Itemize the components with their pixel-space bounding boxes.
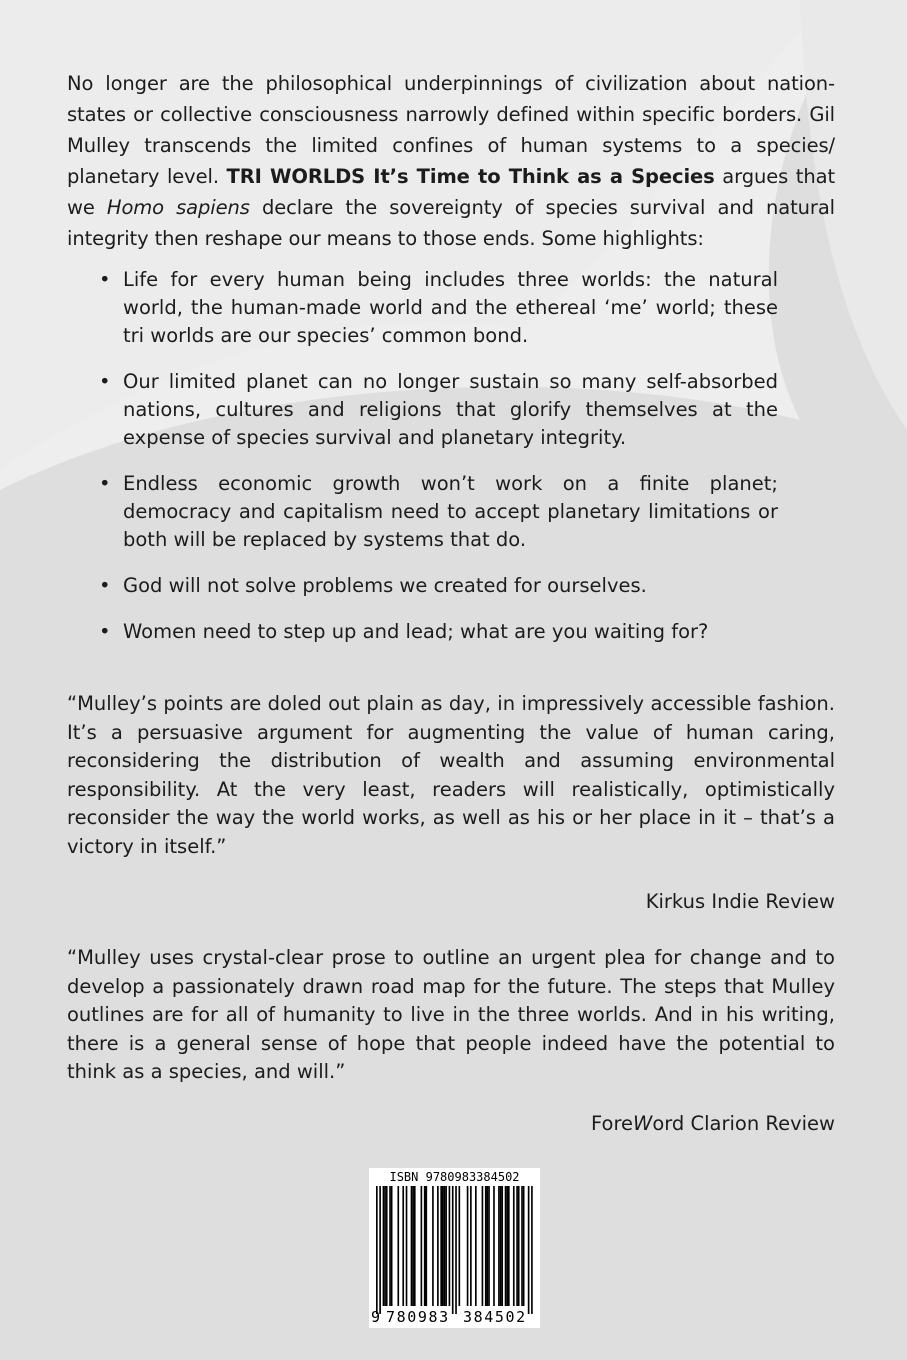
barcode-bar [449,1186,451,1306]
barcode-bar [397,1186,399,1306]
review-source-foreword: ForeWord Clarion Review [591,1112,835,1135]
bullet-icon: • [99,370,111,393]
review-quote-kirkus: “Mulley’s points are doled out plain as day, in impressively accessible fashion. It’s a persuasive argument for augmenting the value of human caring, reconsidering the distribution of wealth and assuming environmental responsibility. At the very least, readers will realistically, optimistically reconsider the way the world works, as well as his or her place in it – that’s a victory in itself.” [67,692,835,858]
barcode-bar [432,1186,434,1306]
barcode-bar [531,1186,533,1314]
barcode-digit-first: 9 [371,1308,381,1326]
intro-text-2: argues that we [67,165,835,219]
barcode-bar [523,1186,525,1306]
bullet-icon: • [99,620,111,643]
barcode-bar [475,1186,477,1306]
book-title: TRI WORLDS It’s Time to Think as a Species [226,165,715,188]
barcode-bar [506,1186,508,1306]
barcode-bar [414,1186,416,1306]
barcode-bar [528,1186,530,1314]
barcode-bar [391,1186,393,1306]
barcode-bar [513,1186,515,1306]
barcode-bar [501,1186,503,1306]
intro-text-1: No longer are the philosophical underpinnings of civilization about nation-states or collective consciousness narrowly defined within specific borders. Gil Mulley transcends the limited confines of human systems to a species/ planetary level. [67,72,835,188]
highlight-item: • Endless economic growth won’t work on a finite planet; democracy and capitalism need to accept planetary limitations or both will be replaced by systems that do. [99,472,778,551]
bullet-icon: • [99,472,111,495]
barcode-bar [412,1186,414,1306]
barcode-bar [442,1186,444,1306]
isbn-barcode [369,1168,540,1328]
barcode-bar [437,1186,439,1306]
bullet-icon: • [99,574,111,597]
barcode-bar [386,1186,388,1306]
species-name: Homo sapiens [106,196,250,219]
barcode-bars [369,1186,540,1314]
barcode-bar [459,1186,461,1306]
barcode-bar [440,1186,442,1306]
barcode-bar [521,1186,523,1306]
barcode-bar [426,1186,428,1306]
barcode-bar [518,1186,520,1306]
barcode-bar [444,1186,446,1306]
review-source-kirkus: Kirkus Indie Review [645,890,835,913]
barcode-bar [455,1186,457,1314]
barcode-bar [482,1186,484,1306]
barcode-digits-right: 384502 [463,1308,527,1326]
barcode-bar [421,1186,423,1306]
isbn-label: ISBN 9780983384502 [389,1170,520,1184]
barcode-bar [470,1186,472,1306]
highlight-item: • Our limited planet can no longer sustain so many self-absorbed nations, cultures and religions that glorify themselves at the expense of species survival and planetary integrity. [99,370,778,449]
barcode-bar [488,1186,490,1306]
barcode-bar [376,1186,378,1314]
barcode-bar [505,1186,507,1306]
intro-text-3: declare the sovereignty of species survival and natural integrity then reshape our means to those ends. Some highlights: [67,196,835,250]
highlights-list [98,266,778,664]
barcode-digits-left: 780983 [386,1308,450,1326]
bullet-icon: • [99,268,111,291]
barcode-bar [516,1186,518,1306]
highlight-item: • Women need to step up and lead; what are you waiting for? [98,618,778,646]
barcode-bar [467,1186,469,1306]
highlight-item: • God will not solve problems we created for ourselves. [98,572,778,600]
barcode-bar [485,1186,487,1306]
barcode-bar [411,1186,413,1306]
barcode-bar [493,1186,495,1306]
barcode-bar [424,1186,426,1306]
barcode-bar [389,1186,391,1306]
barcode-bar [500,1186,502,1306]
highlight-item: • Life for every human being includes three worlds: the natural world, the human-made world and the ethereal ‘me’ world; these tri worlds are our species’ common bond. [99,268,778,347]
barcode-bar [384,1186,386,1306]
barcode-bar [487,1186,489,1306]
barcode-bar [379,1186,381,1314]
barcode-bar [402,1186,404,1306]
barcode-bar [445,1186,447,1306]
barcode-bar [406,1186,408,1306]
barcode-bar [383,1186,385,1306]
review-quote-foreword: “Mulley uses crystal-clear prose to outline an urgent plea for change and to develop a passionately drawn road map for the future. The steps that Mulley outlines are for all of humanity to live in the three worlds. And in his writing, there is a general sense of hope that people indeed have the potential to think as a species, and will.” [67,946,835,1083]
intro-paragraph [67,68,835,254]
barcode-bar [498,1186,500,1306]
barcode-bar [508,1186,510,1306]
barcode-bar [452,1186,454,1314]
